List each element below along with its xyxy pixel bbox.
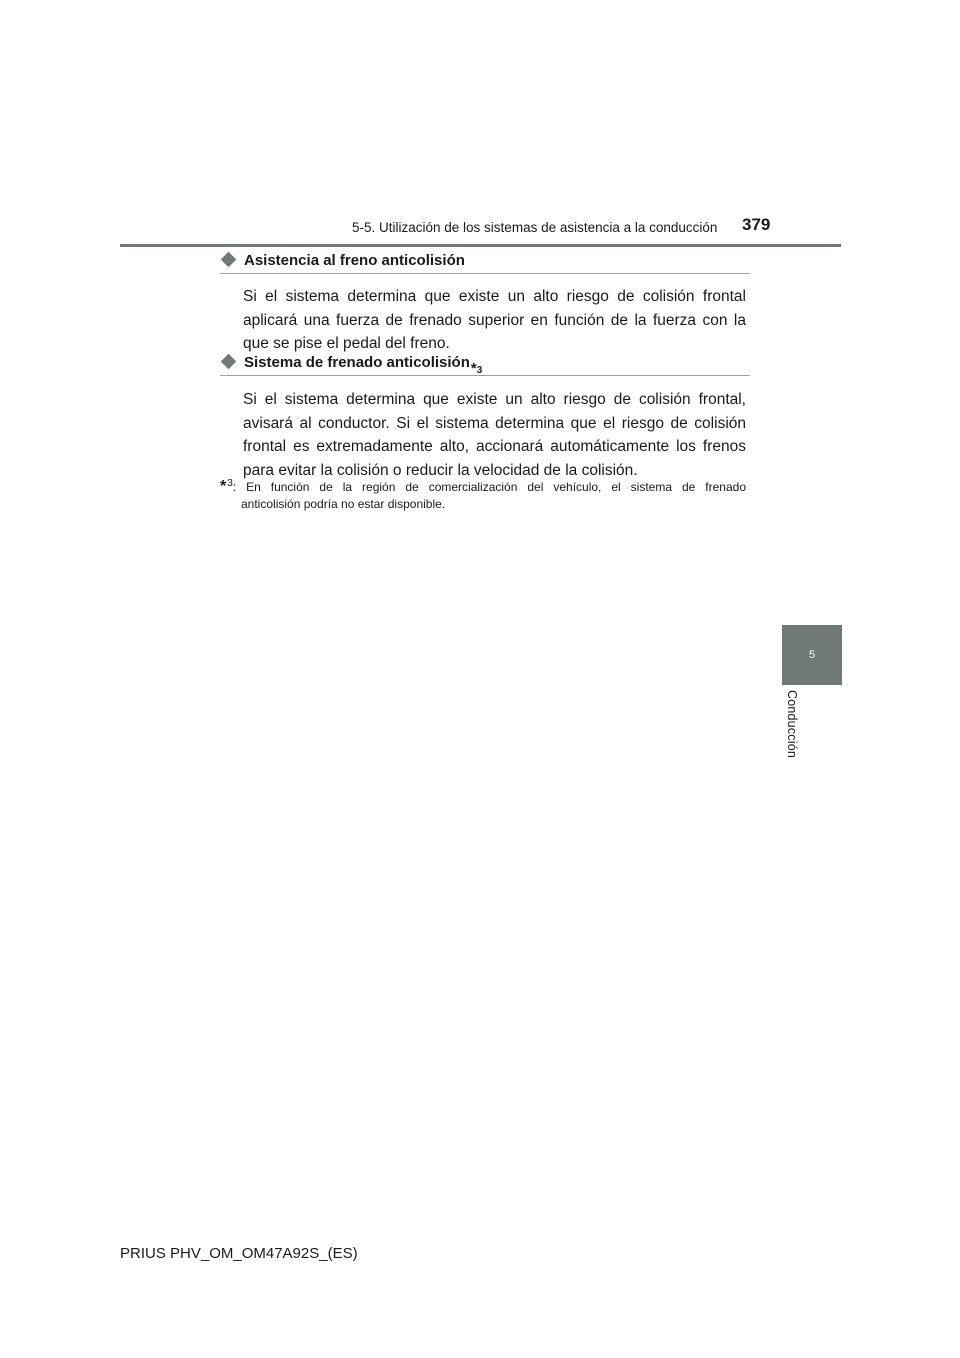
header-divider bbox=[120, 244, 841, 247]
page-number: 379 bbox=[742, 215, 771, 234]
footnote-line-2: anticolisión podría no estar disponible. bbox=[241, 497, 446, 511]
footnote-reference: *3 bbox=[470, 360, 483, 377]
section-body-asistencia-freno bbox=[243, 285, 746, 356]
chapter-tab bbox=[782, 625, 842, 685]
section-heading-text: Asistencia al freno anticolisión bbox=[244, 252, 465, 269]
document-code: PRIUS PHV_OM_OM47A92S_(ES) bbox=[120, 1245, 358, 1262]
footnote bbox=[220, 478, 746, 513]
section-body-text: Si el sistema determina que existe un alto riesgo de colisión frontal, avisará al conductor. Si el sistema determina que el riesgo de colisión frontal es extremadamente alto, accionará automáticamente los frenos para evitar la colisión o reducir la velocidad de la colisión. bbox=[243, 391, 746, 479]
chapter-number: 5 bbox=[808, 649, 816, 661]
section-body-text: Si el sistema determina que existe un alto riesgo de colisión frontal aplicará una fuerza de frenado superior en función de la fuerza con la que se pise el pedal del freno. bbox=[243, 288, 746, 352]
section-heading-sistema-frenado bbox=[220, 354, 750, 376]
footnote-marker: * bbox=[220, 478, 227, 495]
footnote-text: : En función de la región de comercialización del vehículo, el sistema de frenado bbox=[232, 480, 746, 494]
section-heading-text: Sistema de frenado anticolisión bbox=[244, 354, 470, 371]
running-header-section-title: 5-5. Utilización de los sistemas de asistencia a la conducción bbox=[352, 220, 718, 235]
chapter-label: Conducción bbox=[785, 690, 799, 759]
footnote-ref-number: 3 bbox=[227, 478, 233, 489]
diamond-bullet-icon bbox=[221, 252, 237, 268]
section-body-sistema-frenado bbox=[243, 388, 746, 482]
diamond-bullet-icon bbox=[221, 354, 237, 370]
footnote-line-1 bbox=[220, 478, 746, 496]
section-heading-asistencia-freno bbox=[220, 252, 750, 274]
